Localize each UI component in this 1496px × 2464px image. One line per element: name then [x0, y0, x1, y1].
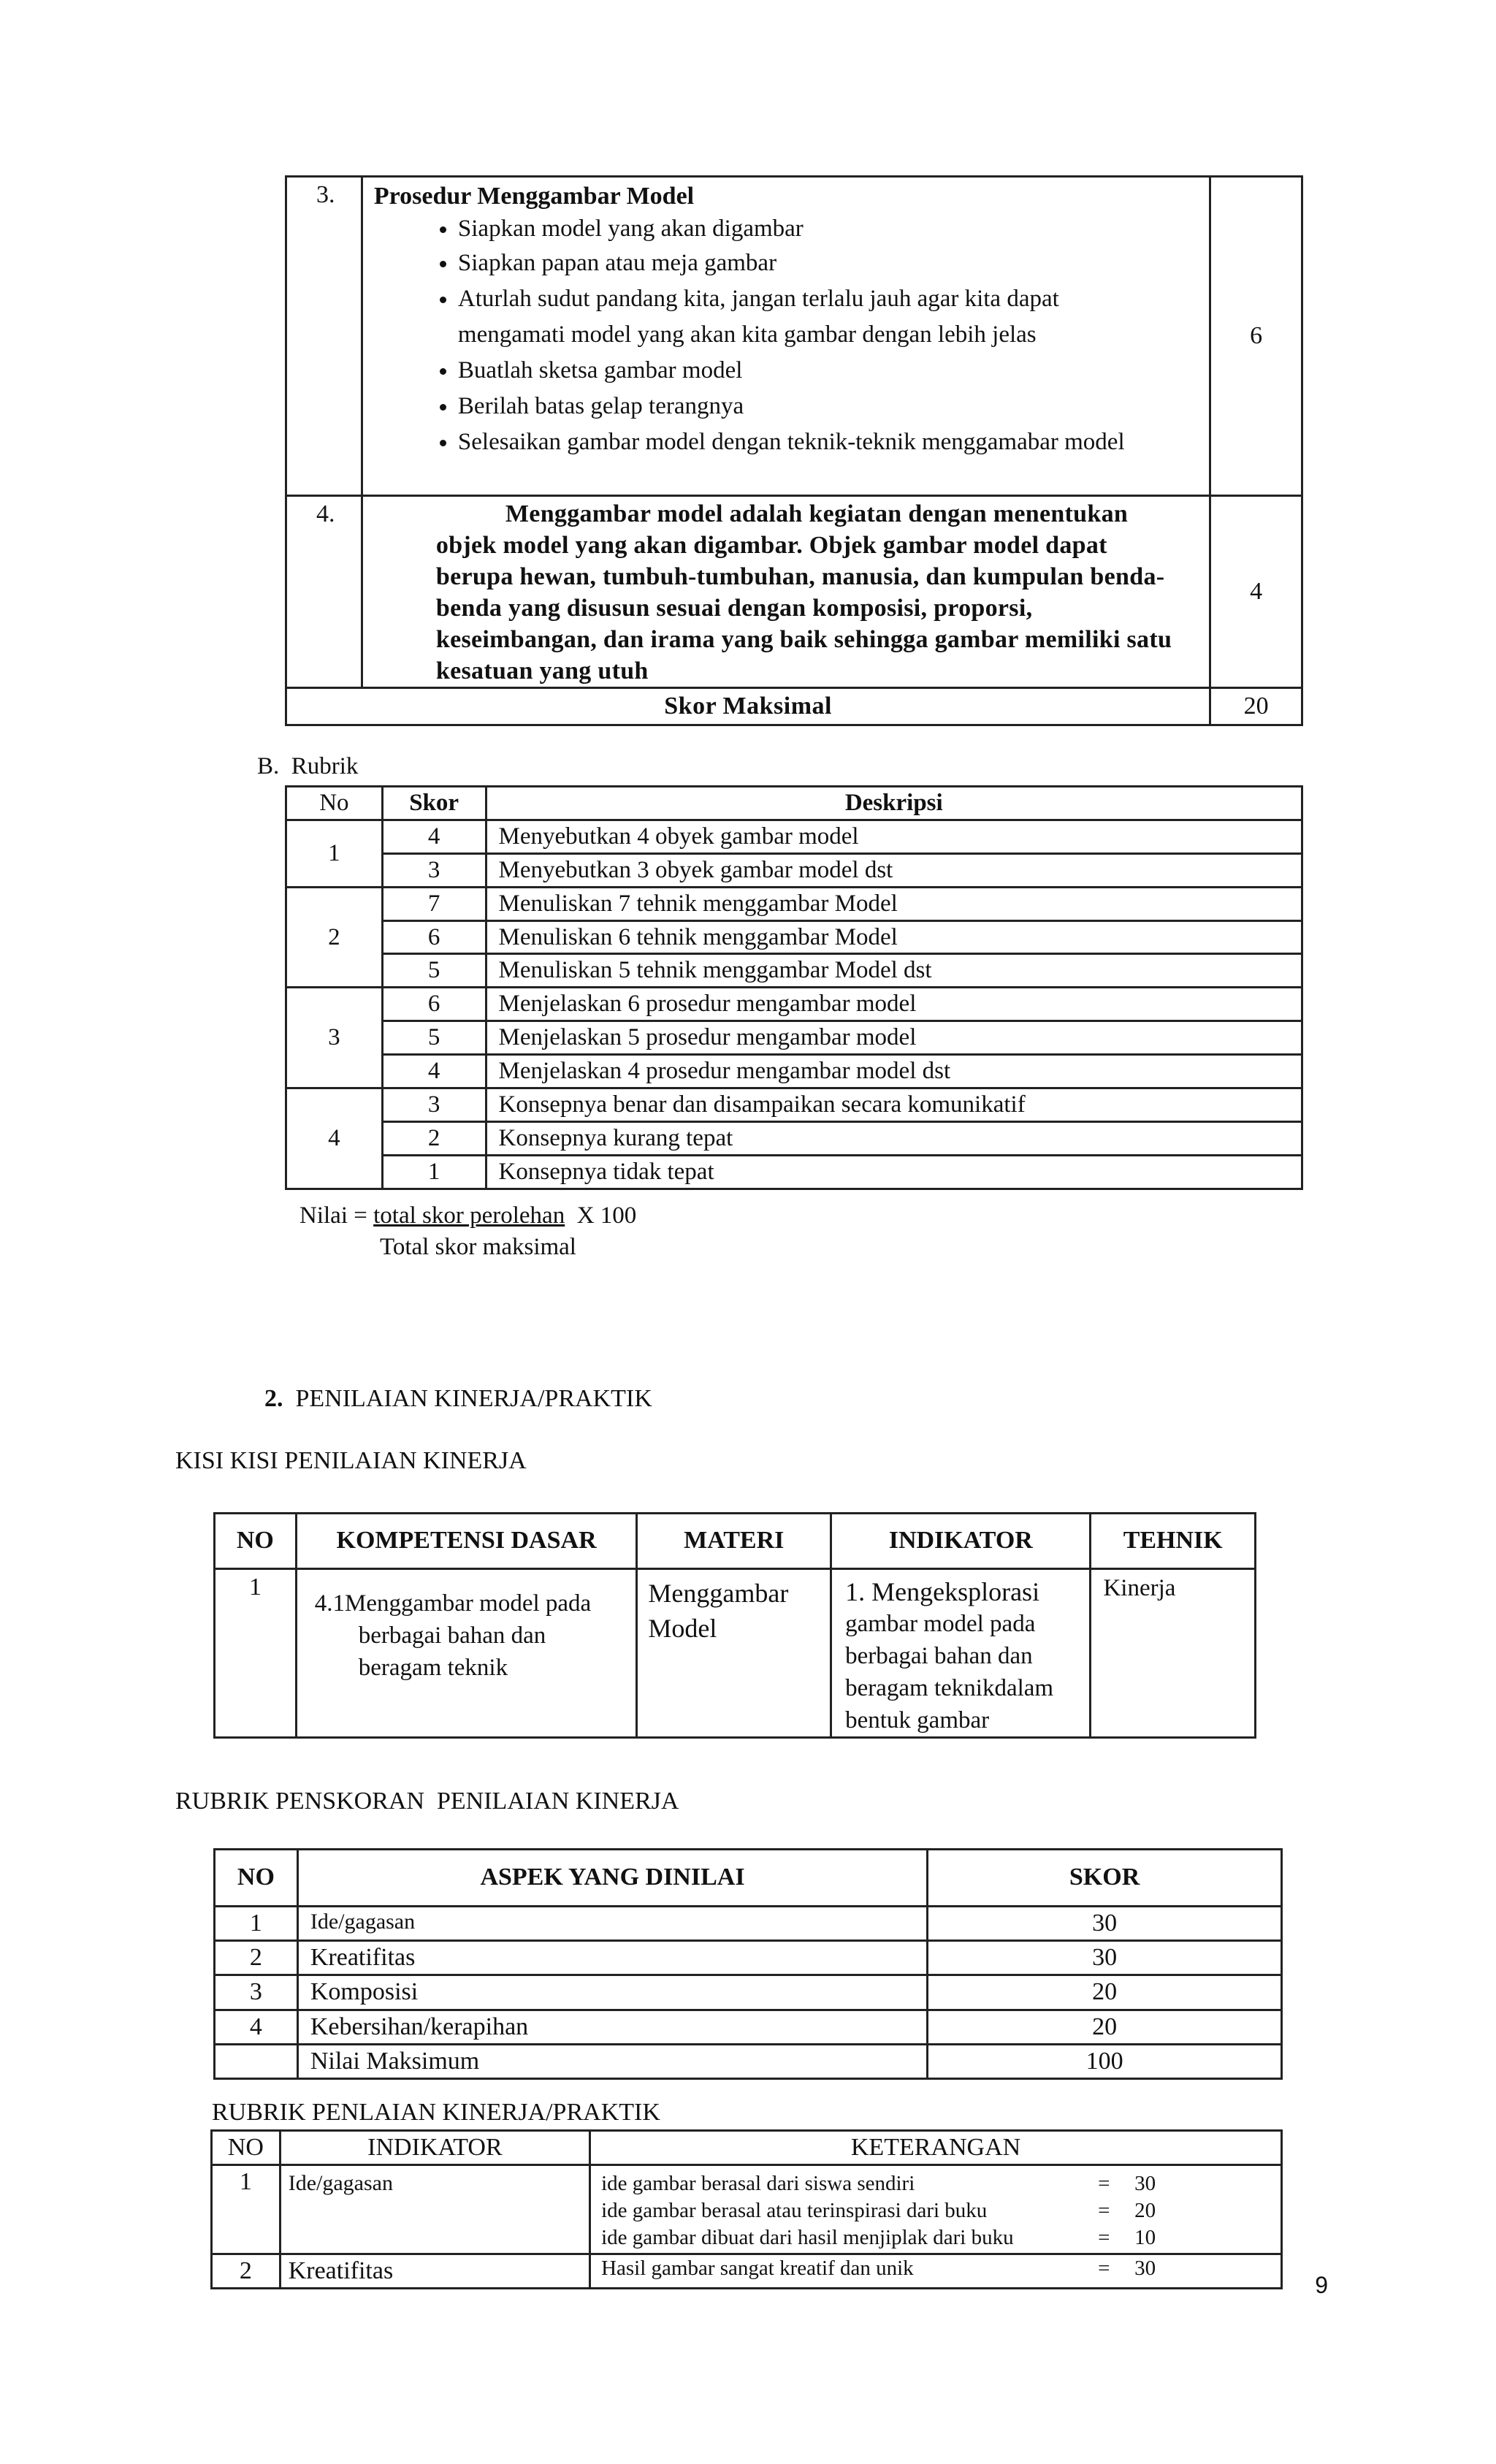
desc-cell: Menjelaskan 4 prosedur mengambar model dst — [486, 1055, 1302, 1088]
table-header-row — [215, 1514, 1256, 1569]
header-materi: MATERI — [637, 1514, 831, 1569]
header-keterangan: KETERANGAN — [590, 2131, 1282, 2165]
desc-cell: Menjelaskan 5 prosedur mengambar model — [486, 1021, 1302, 1055]
skor-cell: 4 — [382, 820, 486, 853]
row-skor: 100 — [928, 2044, 1282, 2078]
skor-cell: 3 — [382, 853, 486, 887]
praktik-heading: RUBRIK PENLAIAN KINERJA/PRAKTIK — [212, 2099, 660, 2126]
ket-text: ide gambar berasal atau terinspirasi dari buku — [601, 2199, 988, 2223]
kisi-materi: Menggambar Model — [637, 1569, 831, 1738]
desc-cell: Menuliskan 6 tehnik menggambar Model — [486, 920, 1302, 954]
table-row — [212, 2254, 1282, 2289]
formula-prefix: Nilai = — [299, 1202, 374, 1229]
table-row — [215, 2010, 1282, 2044]
table-row — [215, 1975, 1282, 2010]
list-item: • Aturlah sudut pandang kita, jangan terlalu jauh agar kita dapat mengamati model yang akan kita gambar dengan lebih jelas — [458, 281, 1202, 353]
header-no: NO — [215, 1850, 298, 1907]
row-keterangan — [590, 2254, 1282, 2289]
table-row — [286, 988, 1302, 1021]
kd-text: 4.1Menggambar model pada berbagai bahan dan beragam teknik — [314, 1590, 592, 1681]
table-row — [286, 954, 1302, 988]
header-tehnik: TEHNIK — [1091, 1514, 1256, 1569]
kisi-table — [213, 1512, 1256, 1739]
row-aspek: Komposisi — [297, 1975, 927, 2010]
skor-cell: 2 — [382, 1121, 486, 1155]
desc-cell: Konsepnya kurang tepat — [486, 1121, 1302, 1155]
table-row — [286, 1021, 1302, 1055]
ket-text: ide gambar dibuat dari hasil menjiplak dari buku — [601, 2226, 1014, 2250]
row-score: 6 — [1210, 177, 1302, 496]
header-no: No — [286, 787, 383, 820]
table-row — [215, 1569, 1256, 1738]
row-text: Menggambar model adalah kegiatan dengan menentukan objek model yang akan digambar. Objek gambar model dapat berupa hewan, tumbuh-tumbuhan, manusia, dan kumpulan benda-benda yang disusun sesuai dengan komposisi, proporsi, keseimbangan, dan irama yang baik sehingga gambar memiliki satu kesatuan yang utuh — [435, 500, 1172, 684]
kisi-indikator — [831, 1569, 1091, 1738]
row-aspek: Nilai Maksimum — [297, 2044, 927, 2078]
desc-cell: Menuliskan 7 tehnik menggambar Model — [486, 887, 1302, 920]
ket-eq: = — [1098, 2199, 1110, 2223]
header-skor: SKOR — [928, 1850, 1282, 1907]
table-row — [286, 1088, 1302, 1122]
row-skor: 30 — [928, 1941, 1282, 1975]
header-deskripsi: Deskripsi — [486, 787, 1302, 820]
header-indikator: INDIKATOR — [280, 2131, 589, 2165]
formula-denominator: Total skor maksimal — [380, 1234, 576, 1260]
ket-val: 10 — [1134, 2226, 1156, 2250]
table-header-row — [215, 1850, 1282, 1907]
ket-eq: = — [1098, 2257, 1110, 2281]
header-kompetensi: KOMPETENSI DASAR — [296, 1514, 637, 1569]
kisi-tehnik: Kinerja — [1091, 1569, 1256, 1738]
kisi-no: 1 — [215, 1569, 297, 1738]
page-number: 9 — [1315, 2272, 1328, 2298]
ket-text: Hasil gambar sangat kreatif dan unik — [601, 2257, 914, 2281]
skor-cell: 5 — [382, 1021, 486, 1055]
row-number: 3. — [286, 177, 362, 496]
group-no: 1 — [286, 820, 383, 887]
ket-eq: = — [1098, 2172, 1110, 2196]
skor-cell: 3 — [382, 1088, 486, 1122]
row-no: 2 — [212, 2254, 280, 2289]
list-item: • Selesaikan gambar model dengan teknik-teknik menggamabar model — [458, 424, 1202, 460]
row-no: 3 — [215, 1975, 298, 2010]
praktik-table — [210, 2129, 1283, 2289]
table-header-row — [212, 2131, 1282, 2165]
keterangan-line — [601, 2224, 1270, 2251]
row-no: 1 — [212, 2165, 280, 2254]
list-item: • Berilah batas gelap terangnya — [458, 389, 1202, 424]
row-no: 2 — [215, 1941, 298, 1975]
table-row — [215, 1941, 1282, 1975]
row-skor: 30 — [928, 1907, 1282, 1941]
kisi-heading: KISI KISI PENILAIAN KINERJA — [175, 1447, 527, 1474]
row-title: Prosedur Menggambar Model — [373, 183, 695, 210]
row-keterangan — [590, 2165, 1282, 2254]
section-number: 2. — [264, 1385, 283, 1412]
header-aspek: ASPEK YANG DINILAI — [297, 1850, 927, 1907]
table-row — [286, 887, 1302, 920]
section-title: PENILAIAN KINERJA/PRAKTIK — [295, 1385, 652, 1412]
row-no — [215, 2044, 298, 2078]
row-indikator: Ide/gagasan — [280, 2165, 589, 2254]
table-row — [215, 2044, 1282, 2078]
table-row — [215, 1907, 1282, 1941]
group-no: 4 — [286, 1088, 383, 1189]
formula-numerator: total skor perolehan — [373, 1202, 565, 1229]
rubrik-table — [285, 785, 1303, 1190]
row-indikator: Kreatifitas — [280, 2254, 589, 2289]
rubrik-heading: B. Rubrik — [257, 753, 359, 779]
row-skor: 20 — [928, 2010, 1282, 2044]
header-indikator: INDIKATOR — [831, 1514, 1091, 1569]
row-aspek: Kreatifitas — [297, 1941, 927, 1975]
ket-text: ide gambar berasal dari siswa sendiri — [601, 2172, 915, 2196]
score-formula — [299, 1200, 636, 1232]
table-row — [286, 688, 1302, 725]
kisi-kd — [296, 1569, 637, 1738]
table-row — [286, 496, 1302, 688]
total-value: 20 — [1210, 688, 1302, 725]
row-aspek: Kebersihan/kerapihan — [297, 2010, 927, 2044]
indikator-lead: 1. Mengeksplorasi — [845, 1577, 1040, 1606]
total-label: Skor Maksimal — [286, 688, 1210, 725]
desc-cell: Menjelaskan 6 prosedur mengambar model — [486, 988, 1302, 1021]
skor-cell: 5 — [382, 954, 486, 988]
table-header-row — [286, 787, 1302, 820]
skor-cell: 1 — [382, 1155, 486, 1189]
section-heading — [264, 1383, 652, 1415]
desc-cell: Menyebutkan 4 obyek gambar model — [486, 820, 1302, 853]
table-row — [212, 2165, 1282, 2254]
table-row — [286, 920, 1302, 954]
list-item: • Siapkan model yang akan digambar — [458, 213, 1202, 245]
desc-cell: Konsepnya benar dan disampaikan secara komunikatif — [486, 1088, 1302, 1122]
penskoran-heading: RUBRIK PENSKORAN PENILAIAN KINERJA — [175, 1788, 679, 1815]
table-row — [286, 853, 1302, 887]
skor-cell: 6 — [382, 920, 486, 954]
group-no: 2 — [286, 887, 383, 988]
list-item: • Buatlah sketsa gambar model — [458, 353, 1202, 389]
keterangan-line — [601, 2197, 1270, 2224]
table-row — [286, 1155, 1302, 1189]
row-skor: 20 — [928, 1975, 1282, 2010]
ket-val: 20 — [1134, 2199, 1156, 2223]
skor-cell: 6 — [382, 988, 486, 1021]
table-row — [286, 820, 1302, 853]
penskoran-table — [213, 1848, 1283, 2080]
skor-cell: 4 — [382, 1055, 486, 1088]
indikator-text: gambar model pada berbagai bahan dan beragam teknikdalam bentuk gambar — [845, 1611, 1054, 1733]
header-no: NO — [215, 1514, 297, 1569]
row-no: 1 — [215, 1907, 298, 1941]
procedure-list — [370, 213, 1202, 460]
header-no: NO — [212, 2131, 280, 2165]
row-no: 4 — [215, 2010, 298, 2044]
formula-multiplier: X 100 — [576, 1202, 637, 1229]
row-number: 4. — [286, 496, 362, 688]
desc-cell: Menuliskan 5 tehnik menggambar Model dst — [486, 954, 1302, 988]
header-skor: Skor — [382, 787, 486, 820]
list-item: • Siapkan papan atau meja gambar — [458, 245, 1202, 281]
ket-val: 30 — [1134, 2172, 1156, 2196]
group-no: 3 — [286, 988, 383, 1088]
row-score: 4 — [1210, 496, 1302, 688]
keterangan-line — [601, 2170, 1270, 2197]
desc-cell: Konsepnya tidak tepat — [486, 1155, 1302, 1189]
criteria-table — [285, 175, 1303, 726]
table-row — [286, 1121, 1302, 1155]
keterangan-line — [601, 2255, 1270, 2283]
desc-cell: Menyebutkan 3 obyek gambar model dst — [486, 853, 1302, 887]
skor-cell: 7 — [382, 887, 486, 920]
row-aspek: Ide/gagasan — [297, 1907, 927, 1941]
table-row — [286, 1055, 1302, 1088]
ket-eq: = — [1098, 2226, 1110, 2250]
table-row — [286, 177, 1302, 496]
ket-val: 30 — [1134, 2257, 1156, 2281]
